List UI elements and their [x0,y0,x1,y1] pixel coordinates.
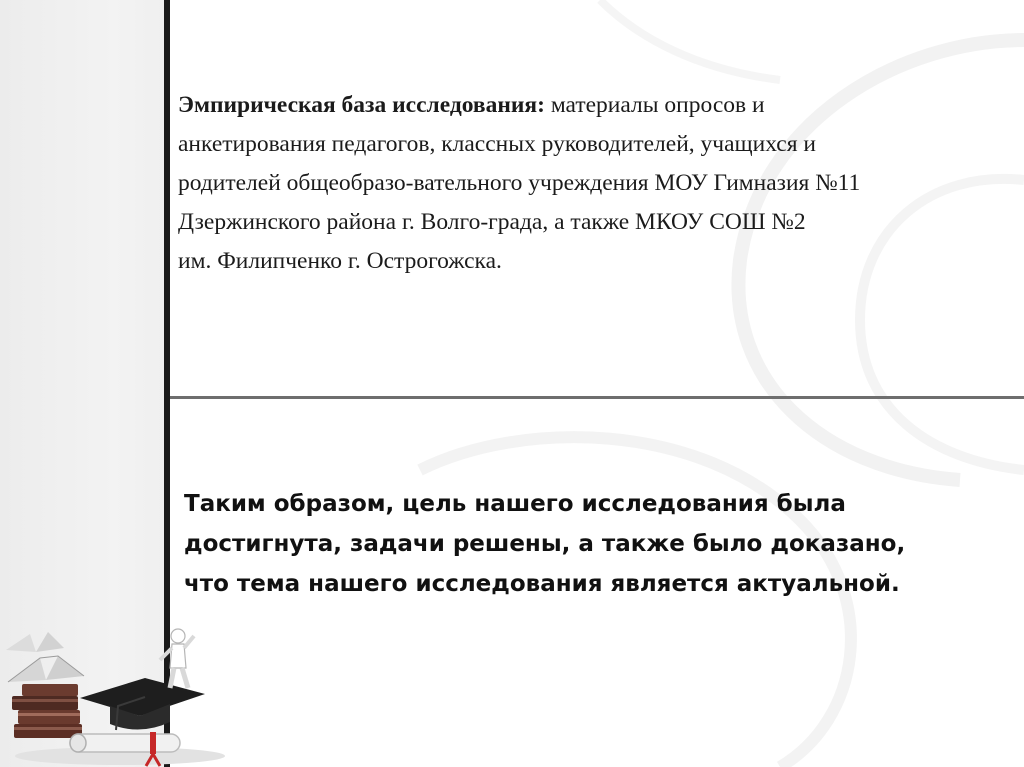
books-stack-icon [6,632,84,738]
graduation-illustration [0,606,230,767]
empirical-base-text: материалы опросов и анкетирования педагогов, классных руководителей, учащихся и родителей общеобразо-вательного учреждения МОУ Гимназия №11 Дзержинского района г. Волго-града, а также МКОУ СОШ №2 им. Филипченко г. Острогожска. [178,92,861,274]
conclusion-paragraph: Таким образом, цель нашего исследования была достигнута, задачи решены, а также было доказано, что тема нашего исследования является актуальной. [184,491,906,597]
empirical-base-label: Эмпирическая база исследования: [178,92,545,118]
empirical-base-paragraph [178,86,1018,281]
figure-icon [160,629,194,688]
horizontal-divider [170,396,1024,399]
